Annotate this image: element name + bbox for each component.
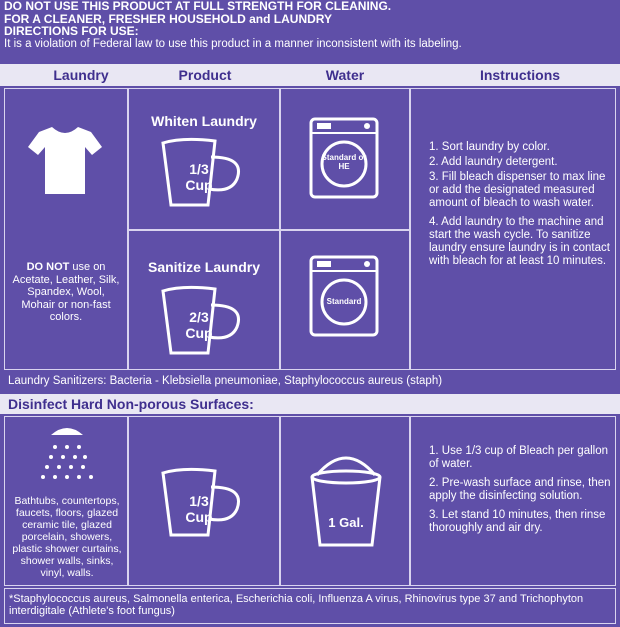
list-item: 2. Add laundry detergent. bbox=[429, 156, 558, 168]
sanitizers-note: Laundry Sanitizers: Bacteria - Klebsiella pneumoniae, Staphylococcus aureus (staph) bbox=[8, 375, 443, 387]
list-item: 3. Let stand 10 minutes, then rinse thoroughly and air dry. bbox=[429, 509, 606, 534]
washer-he-label: Standard or HE bbox=[321, 153, 367, 171]
directions-heading: DIRECTIONS FOR USE: bbox=[4, 24, 139, 38]
bucket-label: 1 Gal. bbox=[328, 515, 364, 530]
laundry-cell bbox=[4, 88, 128, 370]
col-product: Product bbox=[178, 67, 232, 83]
washing-machine-icon bbox=[309, 255, 379, 337]
federal-law-notice: It is a violation of Federal law to use this product in a manner inconsistent with its labeling. bbox=[4, 37, 462, 50]
household-line: FOR A CLEANER, FRESHER HOUSEHOLD and LAUNDRY bbox=[4, 11, 333, 26]
laundry-steps bbox=[429, 141, 613, 270]
laundry-instructions-cell bbox=[410, 88, 616, 370]
list-item: 1. Use 1/3 cup of Bleach per gallon of water. bbox=[429, 445, 609, 470]
whiten-amount: 1/3 Cup bbox=[185, 161, 213, 193]
shower-head-icon bbox=[37, 423, 97, 491]
washer-standard-cell bbox=[280, 230, 410, 370]
list-item: 4. Add laundry to the machine and start the wash cycle. To sanitize laundry ensure laundry is in contact with bleach for at least 10 minutes. bbox=[429, 216, 610, 267]
list-item: 1. Sort laundry by color. bbox=[429, 141, 550, 153]
disinfect-band bbox=[0, 394, 620, 414]
surfaces-cell bbox=[4, 416, 128, 586]
tshirt-icon bbox=[25, 119, 105, 199]
sanitize-cell bbox=[128, 230, 280, 370]
disinfect-instructions-cell bbox=[410, 416, 616, 586]
bucket-icon bbox=[301, 451, 391, 551]
column-header-band bbox=[0, 64, 620, 86]
list-item: 2. Pre-wash surface and rinse, then apply the disinfecting solution. bbox=[429, 477, 611, 502]
laundry-warning: DO NOT use on Acetate, Leather, Silk, Spandex, Wool, Mohair or non-fast colors. bbox=[12, 261, 120, 323]
disinfect-heading: Disinfect Hard Non-porous Surfaces: bbox=[8, 396, 254, 412]
washer-standard-label: Standard bbox=[326, 297, 362, 306]
whiten-title: Whiten Laundry bbox=[151, 113, 257, 129]
list-item: 3. Fill bleach dispenser to max line or add the designated measured amount of bleach to wash water. bbox=[429, 171, 606, 209]
sanitize-title: Sanitize Laundry bbox=[147, 259, 261, 275]
label-header bbox=[4, 0, 462, 50]
disinfect-amount: 1/3 Cup bbox=[185, 493, 213, 525]
disinfect-product-cell bbox=[128, 416, 280, 586]
warning-line: DO NOT USE THIS PRODUCT AT FULL STRENGTH FOR CLEANING. bbox=[4, 0, 392, 13]
col-laundry: Laundry bbox=[53, 67, 109, 83]
bucket-cell bbox=[280, 416, 410, 586]
col-water: Water bbox=[325, 67, 365, 83]
footnote: *Staphylococcus aureus, Salmonella enterica, Escherichia coli, Influenza A virus, Rhinovirus type 37 and Trichophyton interdigitale (Athlete's foot fungus) bbox=[9, 593, 584, 617]
col-instructions: Instructions bbox=[479, 67, 561, 83]
footnote-cell bbox=[4, 588, 616, 624]
washer-he-cell bbox=[280, 88, 410, 230]
disinfect-steps bbox=[429, 445, 613, 537]
surfaces-list: Bathtubs, countertops, faucets, floors, glazed ceramic tile, glazed porcelain, showers, plastic shower curtains, shower walls, sinks, vinyl, walls. bbox=[12, 495, 122, 579]
sanitize-amount: 2/3 Cup bbox=[185, 309, 213, 341]
whiten-cell bbox=[128, 88, 280, 230]
